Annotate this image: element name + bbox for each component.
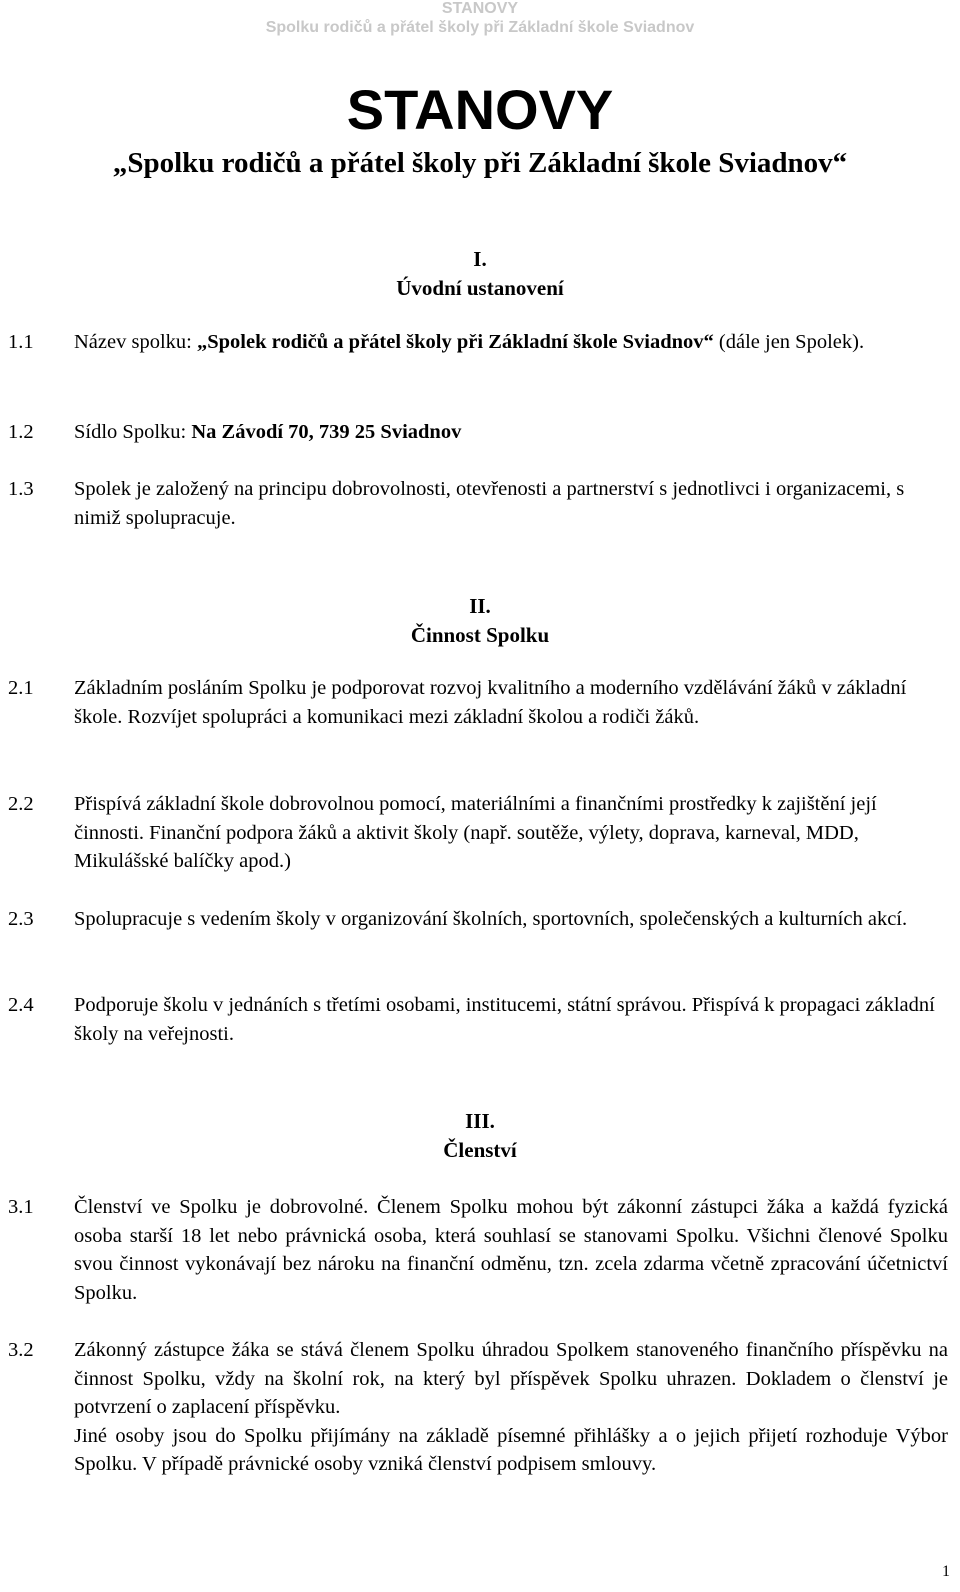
clause-number: 2.3 <box>8 908 34 930</box>
document-title: STANOVY <box>346 78 614 141</box>
clause-text: Spolupracuje s vedením školy v organizování školních, sportovních, společenských a kulturních akcí. <box>74 908 908 930</box>
clause-2-2 <box>8 790 948 876</box>
clause-bold-text: „Spolek rodičů a přátel školy při Základní škole Sviadnov“ <box>196 331 714 353</box>
running-header-title: STANOVY <box>441 0 519 17</box>
clause-3-2 <box>8 1336 948 1479</box>
section-2-number: II. <box>469 594 491 618</box>
document-subtitle: „Spolku rodičů a přátel školy při Základní škole Sviadnov“ <box>112 147 848 179</box>
clause-number: 2.1 <box>8 677 34 699</box>
clause-number: 3.2 <box>8 1339 34 1361</box>
clause-2-4 <box>8 991 948 1048</box>
clause-1-3 <box>8 475 948 532</box>
running-header-subtitle: Spolku rodičů a přátel školy při Základní škole Sviadnov <box>265 19 695 36</box>
clause-2-1 <box>8 674 948 731</box>
clause-1-2 <box>8 418 948 447</box>
clause-number: 1.3 <box>8 478 34 500</box>
clause-text: Spolek je založený na principu dobrovolnosti, otevřenosti a partnerství s jednotlivci i organizacemi, s nimiž spolupracuje. <box>74 478 905 529</box>
section-3-heading: Členství <box>443 1138 517 1162</box>
clause-text-continued: Jiné osoby jsou do Spolku přijímány na základě písemné přihlášky a o jejich přijetí rozhoduje Výbor Spolku. V případě právnické osoby vzniká členství podpisem smlouvy. <box>74 1424 948 1475</box>
clause-number: 1.1 <box>8 331 34 353</box>
section-1-number: I. <box>473 247 487 271</box>
clause-3-1 <box>8 1193 948 1307</box>
clause-text: Členství ve Spolku je dobrovolné. Členem Spolku mohou být zákonní zástupci žáka a každá fyzická osoba starší 18 let nebo právnická osoba, která souhlasí se stanovami Spolku. Všichni členové Spolku svou činnost vykonávají bez nároku na finanční odměnu, tzn. zcela zdarma včetně zpracování účetnictví Spolku. <box>74 1196 948 1304</box>
clause-text: Sídlo Spolku: <box>74 421 192 443</box>
clause-text: Název spolku: <box>74 331 197 353</box>
clause-text: Přispívá základní škole dobrovolnou pomocí, materiálními a finančními prostředky k zajištění její činnosti. Finanční podpora žáků a aktivit školy (např. soutěže, výlety, doprava, karneval, MDD, Mikulášské balíčky apod.) <box>74 793 877 872</box>
clause-number: 2.4 <box>8 994 34 1016</box>
clause-bold-text: Na Závodí 70, 739 25 Sviadnov <box>191 421 462 443</box>
clause-number: 2.2 <box>8 793 34 815</box>
page-number: 1 <box>942 1563 950 1580</box>
section-1-heading: Úvodní ustanovení <box>396 276 564 300</box>
clause-text: Zákonný zástupce žáka se stává členem Spolku úhradou Spolkem stanoveného finančního příspěvku na činnost Spolku, vždy na školní rok, na který byl příspěvek Spolku uhrazen. Dokladem o členství je potvrzení o zaplacení příspěvku. <box>74 1339 948 1418</box>
clause-text: Podporuje školu v jednáních s třetími osobami, institucemi, státní správou. Přispívá k propagaci základní školy na veřejnosti. <box>74 994 935 1045</box>
section-3-number: III. <box>465 1109 495 1133</box>
section-2-heading: Činnost Spolku <box>410 623 550 647</box>
clause-number: 3.1 <box>8 1196 34 1218</box>
clause-text-after: (dále jen Spolek). <box>713 331 865 353</box>
clause-text: Základním posláním Spolku je podporovat rozvoj kvalitního a moderního vzdělávání žáků v základní škole. Rozvíjet spolupráci a komunikaci mezi základní školou a rodiči žáků. <box>74 677 907 728</box>
clause-2-3 <box>8 905 948 934</box>
clause-number: 1.2 <box>8 421 34 443</box>
clause-1-1 <box>8 328 948 357</box>
